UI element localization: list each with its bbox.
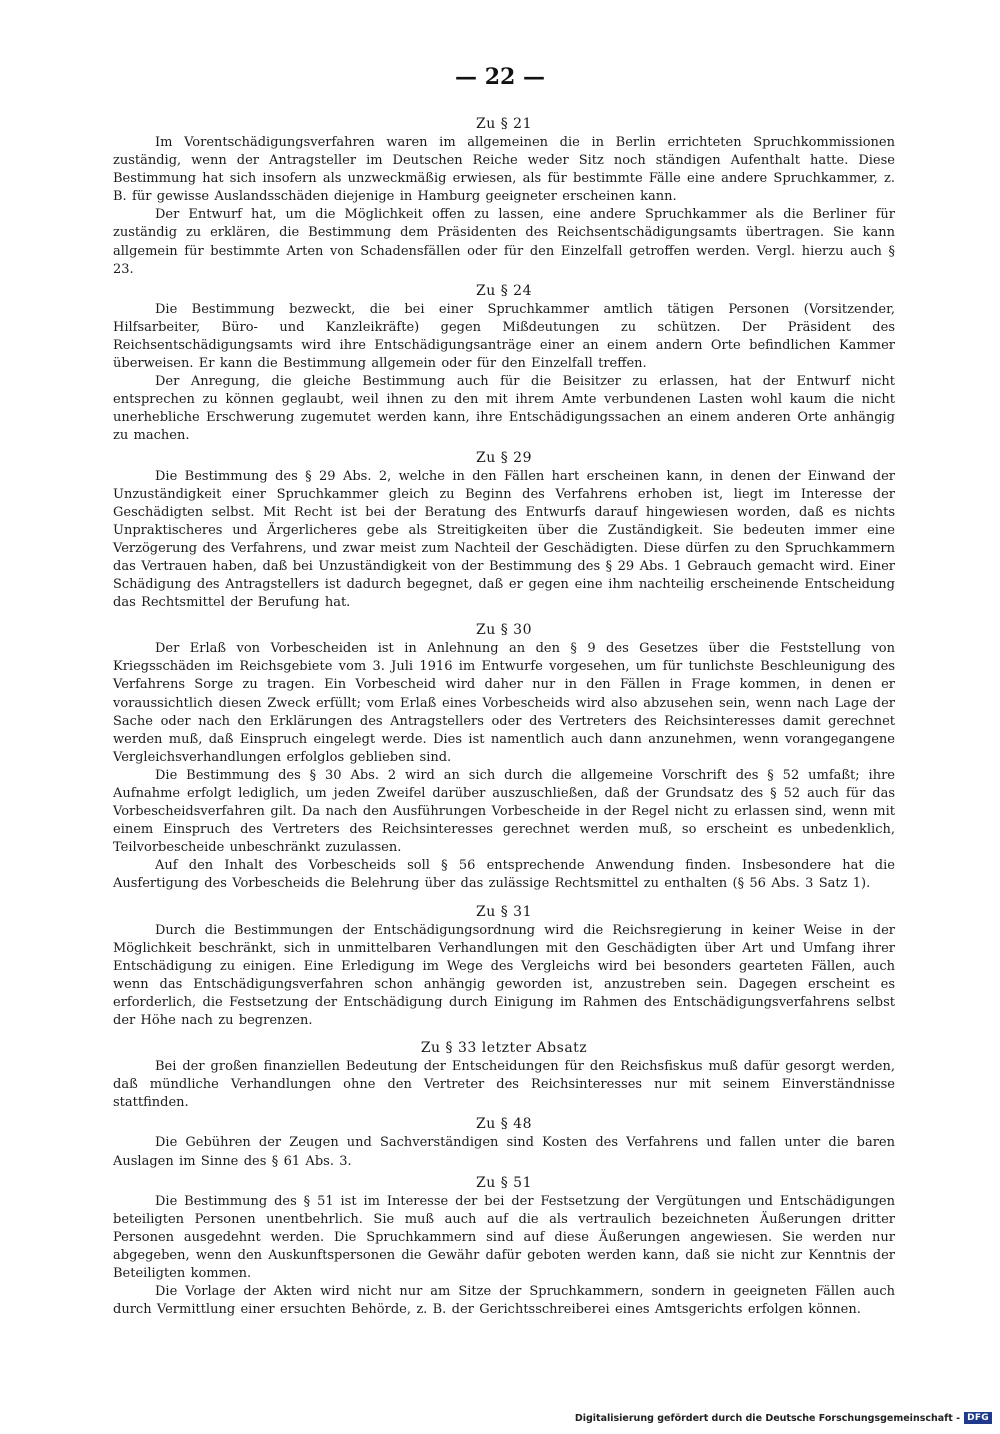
paragraph: Die Bestimmung bezweckt, die bei einer Spruchkammer amtlich tätigen Personen (Vorsitzender, Hilfsarbeiter, Büro- und Kanzleikräfte) gegen Mißdeutungen zu schützen. Der Präsident des Reichsentschädigungsamts wird ihre Entschädigungsanträge einer an einem andern Orte befindlichen Kammer überweisen. Er kann die Bestimmung allgemein oder für den Einzelfall treffen.: [113, 301, 895, 372]
document-body: [113, 112, 895, 1319]
paragraph: Die Bestimmung des § 30 Abs. 2 wird an sich durch die allgemeine Vorschrift des § 52 umfaßt; ihre Aufnahme erfolgt lediglich, um jeden Zweifel darüber auszuschließen, daß der Grundsatz des § 52 auch für das Vorbescheidsverfahren gilt. Da nach den Ausführungen Vorbescheide in der Regel nicht zu erlassen sind, wenn mit einem Einspruch des Vertreters des Reichsinteresses gerechnet werden muß, so erscheint es unbedenklich, Teilvorbescheide unbeschränkt zuzulassen.: [113, 767, 895, 856]
section-heading: Zu § 24: [476, 282, 532, 299]
section-zu-30: [113, 620, 895, 893]
digitization-footer: [575, 1412, 992, 1424]
paragraph: Der Anregung, die gleiche Bestimmung auch für die Beisitzer zu erlassen, hat der Entwurf nicht entsprechen zu können geglaubt, weil ihnen zu den mit ihrem Amte verbundenen Lasten wohl kaum die nicht unerhebliche Erschwerung zugemutet werden kann, ihre Entschädigungssachen an einem anderen Orte anhängig zu machen.: [113, 374, 895, 444]
paragraph: Die Bestimmung des § 29 Abs. 2, welche in den Fällen hart erscheinen kann, in denen der Einwand der Unzuständigkeit einer Spruchkammer gleich zu Beginn des Verfahrens erhoben ist, liegt im Interesse der Geschädigten selbst. Mit Recht ist bei der Beratung des Entwurfs darauf hingewiesen worden, daß es nichts Unpraktischeres und Ärgerlicheres gebe als Streitigkeiten über die Zuständigkeit. Sie bedeuten immer eine Verzögerung des Verfahrens, und zwar meist zum Nachteil der Geschädigten. Diese dürfen zu den Spruchkammern das Vertrauen haben, daß bei Unzuständigkeit von der Bestimmung des § 29 Abs. 1 Gebrauch gemacht wird. Einer Schädigung des Antragstellers ist dadurch begegnet, daß er gegen eine ihm nachteilig erscheinende Entscheidung das Rechtsmittel der Berufung hat.: [113, 468, 895, 611]
paragraph: Die Gebühren der Zeugen und Sachverständigen sind Kosten des Verfahrens und fallen unter die baren Auslagen im Sinne des § 61 Abs. 3.: [113, 1135, 895, 1169]
paragraph: Bei der großen finanziellen Bedeutung der Entscheidungen für den Reichsfiskus muß dafür gesorgt werden, daß mündliche Verhandlungen ohne den Vertreter des Reichsinteresses nur mit seinem Einverständnisse stattfinden.: [113, 1059, 895, 1111]
section-zu-33: [113, 1038, 895, 1112]
footer-text: Digitalisierung gefördert durch die Deutsche Forschungsgemeinschaft -: [574, 1412, 961, 1424]
paragraph: Der Erlaß von Vorbescheiden ist in Anlehnung an den § 9 des Gesetzes über die Feststellung von Kriegsschäden im Reichsgebiete vom 3. Juli 1916 im Entwurfe vorgesehen, um für tunlichste Beschleunigung des Verfahrens Sorge zu tragen. Ein Vorbescheid wird daher nur in den Fällen in Frage kommen, in denen er voraussichtlich diesen Zweck erfüllt; vom Erlaß eines Vorbescheids wird also abzusehen sein, wenn nach Lage der Sache oder nach den Erklärungen des Antragstellers oder des Vertreters des Reichsinteresses damit gerechnet werden muß, daß Einspruch eingelegt werde. Dies ist namentlich auch dann anzunehmen, wenn vorangegangene Vergleichsverhandlungen erfolglos geblieben sind.: [113, 641, 895, 765]
paragraph: Im Vorentschädigungsverfahren waren im allgemeinen die in Berlin errichteten Spruchkommissionen zuständig, wenn der Antragsteller im Deutschen Reiche weder Sitz noch ständigen Aufenthalt hatte. Diese Bestimmung hat sich insofern als unzweckmäßig erwiesen, als für bestimmte Fälle eine andere Spruchkammer, z. B. für gewisse Auslandsschäden diejenige in Hamburg geeigneter erscheinen kann.: [113, 135, 895, 205]
section-heading: Zu § 29: [476, 449, 532, 466]
page-number: — 22 —: [455, 64, 545, 90]
section-zu-24: [113, 281, 895, 446]
section-heading: Zu § 33 letzter Absatz: [420, 1040, 588, 1057]
paragraph: Durch die Bestimmungen der Entschädigungsordnung wird die Reichsregierung in keiner Weise in der Möglichkeit beschränkt, sich in unmittelbaren Verhandlungen mit den Geschädigten über Art und Umfang ihrer Entschädigung zu einigen. Eine Erledigung im Wege des Vergleichs wird bei besonders gearteten Fällen, auch wenn das Entschädigungsverfahren schon anhängig geworden ist, anzustreben sein. Dagegen erscheint es erforderlich, die Festsetzung der Entschädigung durch Einigung im Rahmen des Entschädigungsverfahrens selbst der Höhe nach zu begrenzen.: [113, 922, 895, 1029]
section-zu-51: [113, 1173, 895, 1320]
section-zu-48: [113, 1114, 895, 1170]
paragraph: Der Entwurf hat, um die Möglichkeit offen zu lassen, eine andere Spruchkammer als die Berliner für zuständig zu erklären, die Bestimmung dem Präsidenten des Reichsentschädigungsamts übertragen. Sie kann allgemein für bestimmte Arten von Schadensfällen oder für den Einzelfall getroffen werden. Vergl. hierzu auch § 23.: [113, 207, 895, 277]
paragraph: Die Bestimmung des § 51 ist im Interesse der bei der Festsetzung der Vergütungen und Entschädigungen beteiligten Personen unentbehrlich. Sie muß auch auf die als vertraulich bezeichneten Äußerungen dritter Personen ausgedehnt werden. Die Spruchkammern sind auf diese Äußerungen angewiesen. Sie werden nur abgegeben, wenn den Auskunftspersonen die Gewähr dafür geboten werden kann, daß sie nicht zur Kenntnis der Beteiligten kommen.: [113, 1193, 895, 1281]
section-heading: Zu § 31: [476, 903, 532, 920]
section-heading: Zu § 48: [476, 1116, 532, 1133]
section-zu-31: [113, 902, 895, 1031]
dfg-logo: DFG: [964, 1412, 992, 1424]
section-heading: Zu § 51: [476, 1174, 532, 1191]
section-zu-29: [113, 448, 895, 613]
paragraph: Auf den Inhalt des Vorbescheids soll § 56 entsprechende Anwendung finden. Insbesondere hat die Ausfertigung des Vorbescheids die Belehrung über das zulässige Rechtsmittel zu enthalten (§ 56 Abs. 3 Satz 1).: [113, 858, 895, 892]
section-heading: Zu § 30: [476, 622, 532, 639]
section-zu-21: [113, 114, 895, 279]
section-heading: Zu § 21: [476, 116, 532, 132]
paragraph: Die Vorlage der Akten wird nicht nur am Sitze der Spruchkammern, sondern in geeigneten Fällen auch durch Vermittlung einer ersuchten Behörde, z. B. der Gerichtsschreiberei eines Amtsgerichts erfolgen können.: [113, 1284, 895, 1318]
